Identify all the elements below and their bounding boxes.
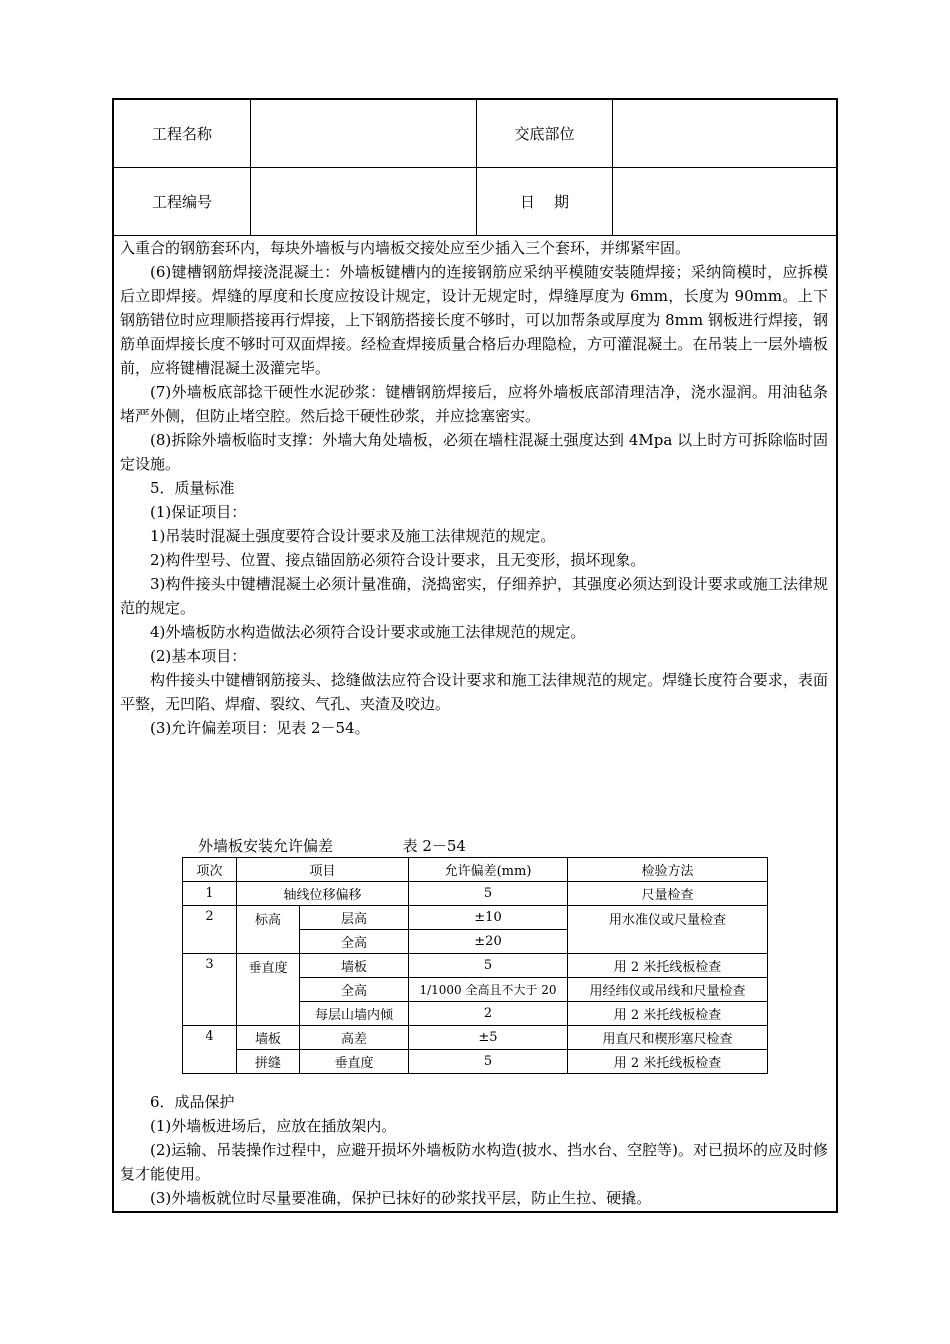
cell: 墙板 bbox=[237, 1026, 300, 1050]
cell: 用水准仪或尺量检查 bbox=[568, 906, 768, 954]
col-header: 允许偏差(mm) bbox=[409, 858, 568, 882]
cell: 全高 bbox=[300, 978, 409, 1002]
cell: 层高 bbox=[300, 906, 409, 930]
col-header: 项次 bbox=[183, 858, 237, 882]
cell: 标高 bbox=[237, 906, 300, 954]
paragraph: 2)构件型号、位置、接点锚固筋必须符合设计要求，且无变形，损坏现象。 bbox=[150, 551, 646, 569]
cell: 墙板 bbox=[300, 954, 409, 978]
cell: 4 bbox=[183, 1026, 237, 1074]
cell: 用 2 米托线板检查 bbox=[568, 1002, 768, 1026]
paragraph: 构件接头中键槽钢筋接头、捻缝做法应符合设计要求和施工法律规范的规定。焊缝长度符合要求，表面平整，无凹陷、焊瘤、裂纹、气孔、夹渣及咬边。 bbox=[120, 671, 828, 713]
cell: 1/1000 全高且不大于 20 bbox=[409, 978, 568, 1002]
cell: 3 bbox=[183, 954, 237, 1026]
project-name-label: 工程名称 bbox=[151, 125, 212, 143]
body-text bbox=[120, 236, 828, 740]
cell: 用经纬仪或吊线和尺量检查 bbox=[568, 978, 768, 1002]
col-header: 检验方法 bbox=[568, 858, 768, 882]
paragraph: 5．质量标准 bbox=[150, 479, 235, 497]
table-row bbox=[183, 906, 768, 930]
paragraph: (6)键槽钢筋焊接浇混凝土：外墙板键槽内的连接钢筋应采纳平模随安装随焊接；采纳筒模时，应拆模后立即焊接。焊缝的厚度和长度应按设计规定，设计无规定时，焊缝厚度为 6mm，长度为 90mm。上下钢筋错位时应理顺搭接再行焊接，上下钢筋搭接长度不够时，可以加帮条或厚度为 8mm 钢板进行焊接，钢筋单面焊接长度不够时可双面焊接。经检查焊接质量合格后办理隐检，方可灌混凝土。在吊装上一层外墙板前，应将键槽混凝土汲灌完毕。 bbox=[120, 263, 828, 377]
table-title: 外墙板安装允许偏差 bbox=[198, 837, 334, 855]
cell: 每层山墙内倾 bbox=[300, 1002, 409, 1026]
cell: 5 bbox=[409, 954, 568, 978]
cell: 2 bbox=[409, 1002, 568, 1026]
cell: 拼缝 bbox=[237, 1050, 300, 1074]
cell: 高差 bbox=[300, 1026, 409, 1050]
cell: 尺量检查 bbox=[568, 882, 768, 906]
cell: ±20 bbox=[409, 930, 568, 954]
paragraph: (3)允许偏差项目：见表 2－54。 bbox=[150, 719, 370, 737]
paragraph: 入重合的钢筋套环内，每块外墙板与内墙板交接处应至少插入三个套环，并绑紧牢固。 bbox=[120, 239, 691, 257]
cell: 垂直度 bbox=[300, 1050, 409, 1074]
table-row bbox=[183, 954, 768, 978]
paragraph: (2)基本项目： bbox=[150, 647, 247, 665]
cell: 5 bbox=[409, 1050, 568, 1074]
deviation-table bbox=[182, 857, 768, 1074]
date-value bbox=[613, 168, 836, 235]
cell: 1 bbox=[183, 882, 237, 906]
after-text bbox=[120, 1090, 828, 1210]
paragraph: 6．成品保护 bbox=[150, 1093, 235, 1111]
project-no-value bbox=[251, 168, 476, 235]
project-name-value bbox=[251, 100, 476, 167]
table-number: 表 2－54 bbox=[402, 837, 466, 855]
cell: 5 bbox=[409, 882, 568, 906]
table-row bbox=[183, 1026, 768, 1050]
cell: ±10 bbox=[409, 906, 568, 930]
paragraph: 4)外墙板防水构造做法必须符合设计要求或施工法律规范的规定。 bbox=[150, 623, 586, 641]
project-no-label: 工程编号 bbox=[151, 193, 212, 211]
paragraph: 1)吊装时混凝土强度要符合设计要求及施工法律规范的规定。 bbox=[150, 527, 556, 545]
paragraph: (7)外墙板底部捻干硬性水泥砂浆：键槽钢筋焊接后，应将外墙板底部清理洁净，浇水湿润。用油毡条堵严外侧，但防止堵空腔。然后捻干硬性砂浆，并应捻塞密实。 bbox=[120, 383, 828, 425]
table-row bbox=[183, 1050, 768, 1074]
cell: 2 bbox=[183, 906, 237, 954]
cell: 全高 bbox=[300, 930, 409, 954]
paragraph: (8)拆除外墙板临时支撑：外墙大角处墙板，必须在墙柱混凝土强度达到 4Mpa 以上时方可拆除临时固定设施。 bbox=[120, 431, 828, 473]
paragraph: (1)外墙板进场后，应放在插放架内。 bbox=[150, 1117, 397, 1135]
cell: 用 2 米托线板检查 bbox=[568, 954, 768, 978]
paragraph: (2)运输、吊装操作过程中，应避开损坏外墙板防水构造(披水、挡水台、空腔等)。对已损坏的应及时修复才能使用。 bbox=[120, 1141, 828, 1183]
section-label: 交底部位 bbox=[514, 125, 575, 143]
paragraph: (1)保证项目： bbox=[150, 503, 247, 521]
cell: 用 2 米托线板检查 bbox=[568, 1050, 768, 1074]
cell: 轴线位移偏移 bbox=[237, 882, 409, 906]
section-value bbox=[613, 100, 836, 167]
table-caption bbox=[198, 835, 466, 856]
date-label: 日 期 bbox=[519, 193, 570, 211]
table-row bbox=[183, 882, 768, 906]
col-header: 项目 bbox=[237, 858, 409, 882]
paragraph: 3)构件接头中键槽混凝土必须计量准确，浇捣密实，仔细养护，其强度必须达到设计要求或施工法律规范的规定。 bbox=[120, 575, 828, 617]
paragraph: (3)外墙板就位时尽量要准确，保护已抹好的砂浆找平层，防止生拉、硬撬。 bbox=[150, 1189, 652, 1207]
table-header-row bbox=[183, 858, 768, 882]
header-grid bbox=[114, 100, 836, 236]
cell: 用直尺和楔形塞尺检查 bbox=[568, 1026, 768, 1050]
cell: 垂直度 bbox=[237, 954, 300, 1026]
cell: ±5 bbox=[409, 1026, 568, 1050]
